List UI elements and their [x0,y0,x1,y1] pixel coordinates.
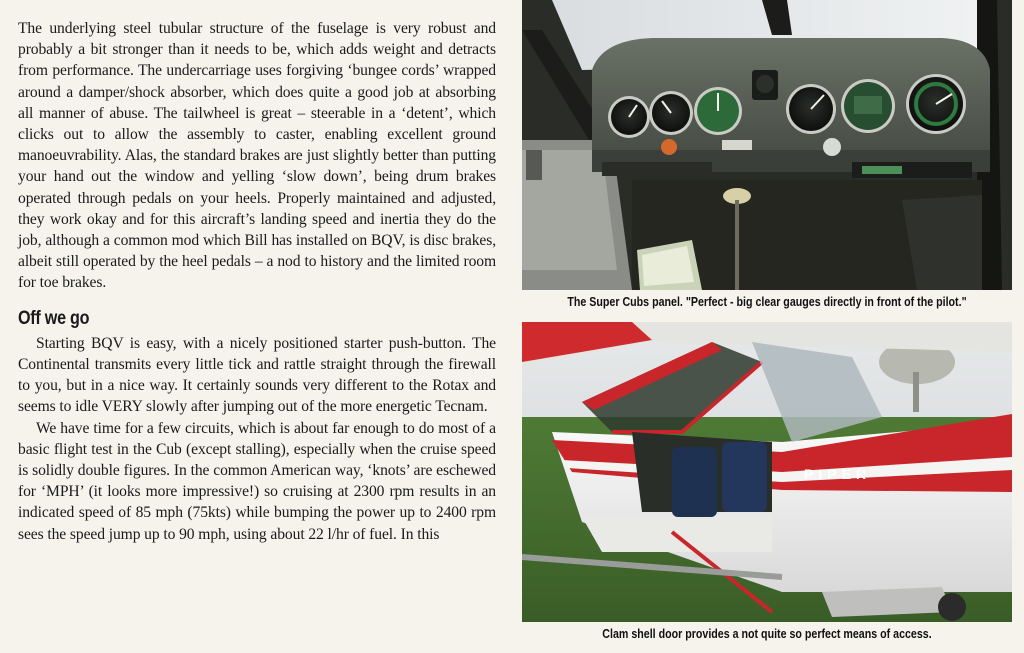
article-paragraph: Starting BQV is easy, with a nicely positioned starter push-button. The Continental transmits every little tick and rattle straight through the firewall to you, but in a nice way. It certainly sounds very different to the Rotax and seems to idle VERY slowly after jumping out of the more energetic Tecnam. [18,334,496,416]
instrument-panel-photo [522,0,1012,290]
panel-photo-caption: The Super Cubs panel. "Perfect - big clear gauges directly in front of the pilot." [567,294,967,309]
article-column [18,18,496,545]
article-paragraph: The underlying steel tubular structure of the fuselage is very robust and probably a bit stronger than it needs to be, which adds weight and detracts from performance. The undercarriage uses forgiving ‘bungee cords’ wrapped around a damper/shock absorber, which does quite a good job at absorbing all manner of abuse. The tailwheel is great – steerable in a ‘detent’, which clicks out to allow the assembly to caster, enabling excellent ground manoeuvrability. Alas, the standard brakes are just slightly better than putting your hand out the window and yelling ‘slow down’, being drum brakes operated through pedals on your heels. Properly maintained and adjusted, they work okay and for this aircraft’s landing speed and inertia they do the job, although a common mod which Bill has installed on BQV, is disc brakes, albeit still operated by the heel pedals – a nod to history and the limited room for toe brakes. [18,20,496,292]
section-heading: Off we go [18,307,90,329]
fuselage-piper-lettering: PIPER [804,466,872,482]
article-paragraph: We have time for a few circuits, which is about far enough to do most of a basic flight test in the Cub (except stalling), especially when the cruise speed is solidly double figures. In the common American way, ‘knots’ are eschewed for ‘MPH’ (it looks more impressive!) so cruising at 2300 rpm results in an indicated speed of 85 mph (75kts) while bumping the power up to 2400 rpm sees the speed jump up to 90 mph, using about 22 l/hr of fuel. In this [18,419,496,543]
clamshell-door-photo [522,322,1012,622]
door-photo-caption: Clam shell door provides a not quite so perfect means of access. [602,626,932,641]
